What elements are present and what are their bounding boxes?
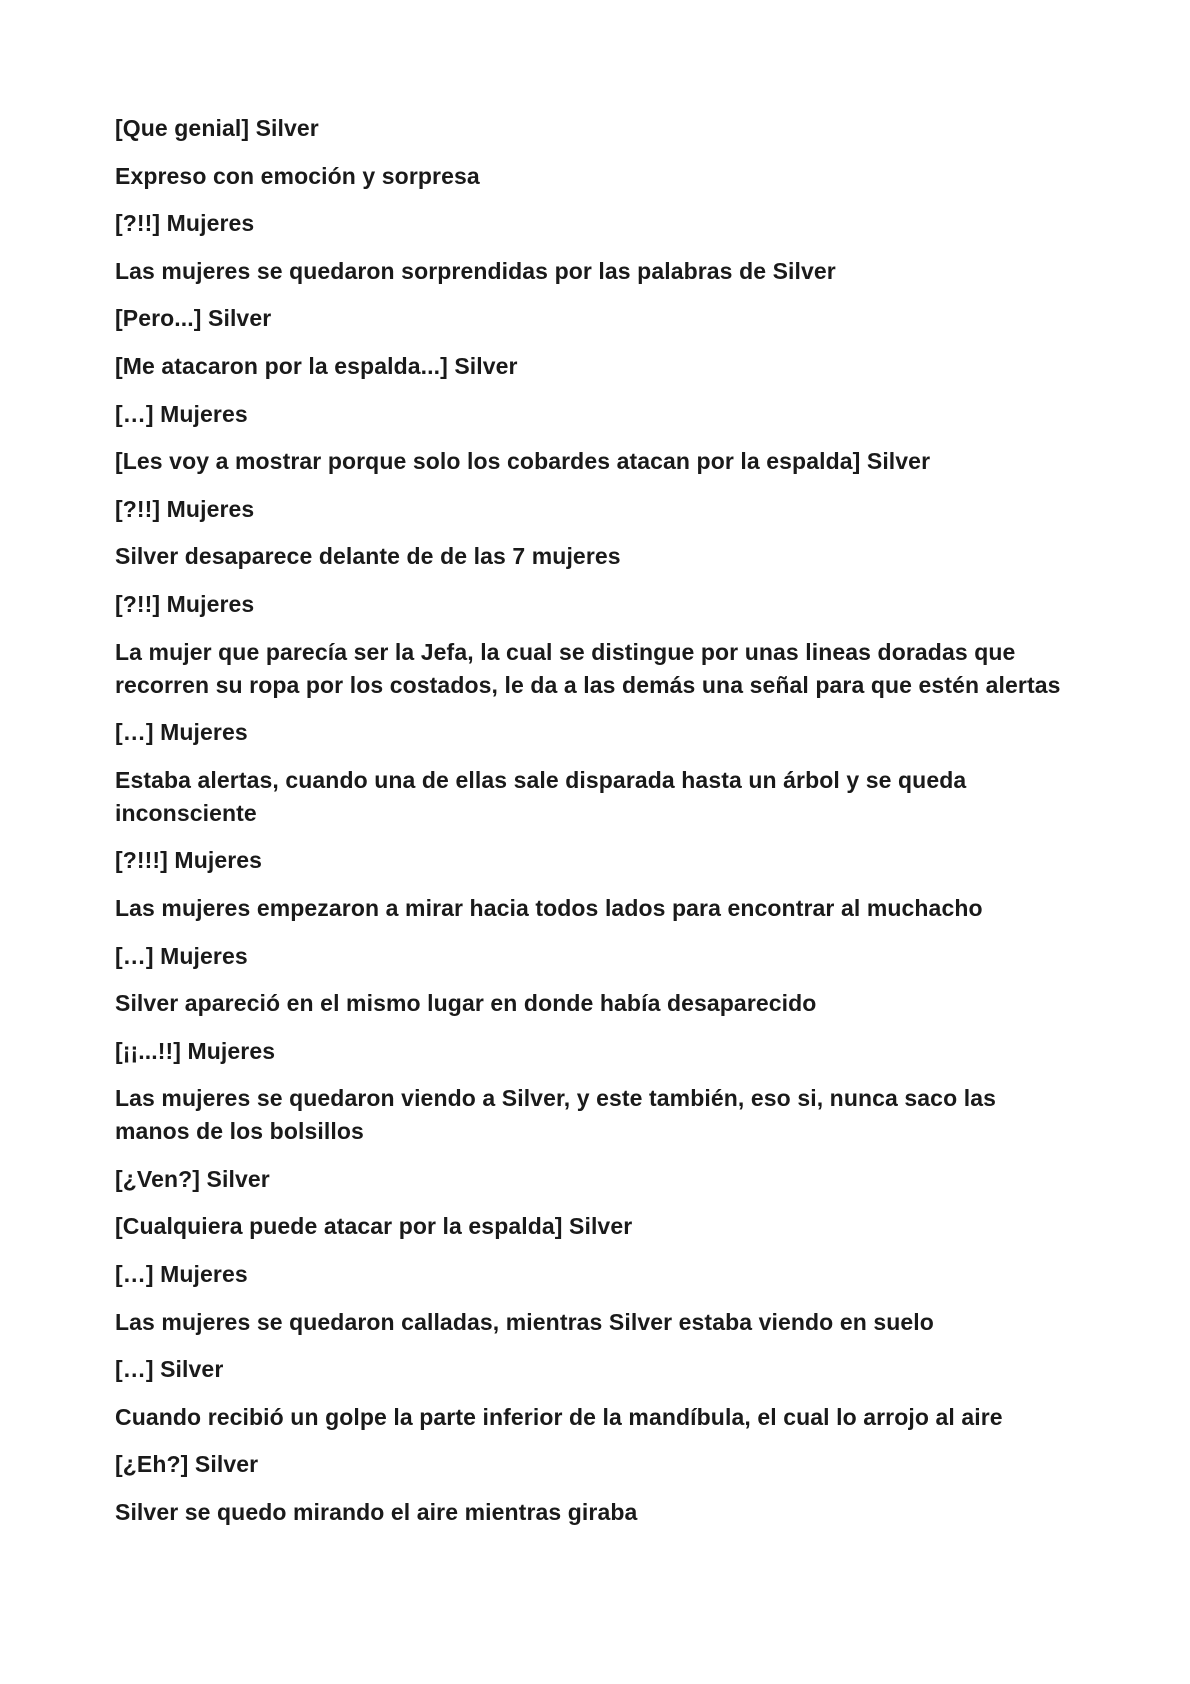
paragraph: […] Mujeres xyxy=(115,400,248,427)
paragraph: […] Silver xyxy=(115,1356,224,1383)
paragraph: Las mujeres empezaron a mirar hacia todos lados para encontrar al muchacho xyxy=(115,894,983,921)
paragraph: Silver apareció en el mismo lugar en donde había desaparecido xyxy=(115,990,817,1017)
paragraph: La mujer que parecía ser la Jefa, la cual se distingue por unas lineas doradas que recorren su ropa por los costados, le da a las demás una señal para que estén alertas xyxy=(115,638,1061,698)
paragraph: [¿Eh?] Silver xyxy=(115,1451,259,1478)
paragraph: Las mujeres se quedaron viendo a Silver, y este también, eso si, nunca saco las manos de los bolsillos xyxy=(115,1085,996,1145)
paragraph: Las mujeres se quedaron calladas, mientras Silver estaba viendo en suelo xyxy=(115,1308,934,1335)
paragraph: […] Mujeres xyxy=(115,942,248,969)
paragraph: Expreso con emoción y sorpresa xyxy=(115,162,480,189)
paragraph: Las mujeres se quedaron sorprendidas por las palabras de Silver xyxy=(115,257,836,284)
paragraph: [?!!] Mujeres xyxy=(115,210,255,237)
paragraph: [?!!] Mujeres xyxy=(115,495,255,522)
paragraph: Silver desaparece delante de de las 7 mujeres xyxy=(115,543,621,570)
paragraph: [Pero...] Silver xyxy=(115,305,272,332)
document-body xyxy=(115,112,1065,1544)
paragraph: [¡¡...!!] Mujeres xyxy=(115,1037,276,1064)
paragraph: [?!!] Mujeres xyxy=(115,590,255,617)
paragraph: [¿Ven?] Silver xyxy=(115,1165,270,1192)
paragraph: [Cualquiera puede atacar por la espalda] Silver xyxy=(115,1213,633,1240)
paragraph: [?!!!] Mujeres xyxy=(115,847,263,874)
paragraph: Silver se quedo mirando el aire mientras giraba xyxy=(115,1499,638,1526)
paragraph: [Que genial] Silver xyxy=(115,115,319,141)
paragraph: Estaba alertas, cuando una de ellas sale disparada hasta un árbol y se queda inconsciente xyxy=(115,766,967,826)
paragraph: [Les voy a mostrar porque solo los cobardes atacan por la espalda] Silver xyxy=(115,448,931,475)
paragraph: [Me atacaron por la espalda...] Silver xyxy=(115,352,518,379)
paragraph: […] Mujeres xyxy=(115,719,248,746)
paragraph: Cuando recibió un golpe la parte inferior de la mandíbula, el cual lo arrojo al aire xyxy=(115,1403,1003,1430)
paragraph: […] Mujeres xyxy=(115,1261,248,1288)
